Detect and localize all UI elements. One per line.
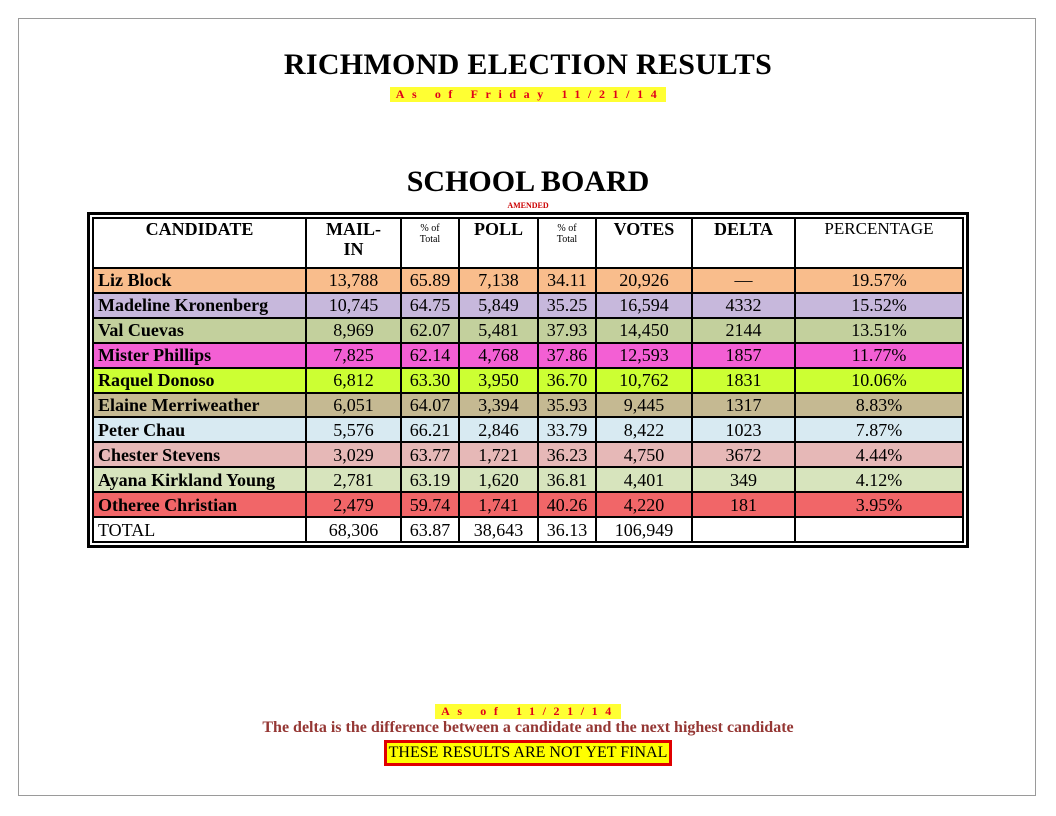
percentage-value: 7.87% [795, 417, 963, 442]
poll-votes: 4,768 [459, 343, 538, 368]
section-title: SCHOOL BOARD [406, 165, 650, 198]
total-votes: 4,220 [596, 492, 692, 517]
col-header-mail-in-line2: IN [343, 239, 364, 259]
header-date-wrap [0, 85, 1056, 103]
poll-votes: 5,481 [459, 318, 538, 343]
delta-value: — [692, 268, 795, 293]
mail-in-votes: 7,825 [306, 343, 401, 368]
table-row [93, 417, 963, 442]
footer-as-of-date: As of 11/21/14 [435, 704, 621, 719]
col-header-poll-pct-line1: % of [557, 223, 577, 234]
col-header-mail-pct-line2: Total [419, 234, 441, 245]
percentage-value: 11.77% [795, 343, 963, 368]
mail-in-percent: 64.07 [401, 393, 459, 418]
poll-percent: 40.26 [538, 492, 596, 517]
candidate-name: Elaine Merriweather [93, 393, 306, 418]
poll-percent: 35.93 [538, 393, 596, 418]
amended-label: AMENDED [507, 201, 549, 210]
total-mail-in-percent: 63.87 [401, 517, 459, 542]
mail-in-votes: 2,781 [306, 467, 401, 492]
total-delta [692, 517, 795, 542]
total-label: TOTAL [93, 517, 306, 542]
mail-in-percent: 65.89 [401, 268, 459, 293]
mail-in-votes: 5,576 [306, 417, 401, 442]
header-as-of-date: As of Friday 11/21/14 [390, 87, 667, 102]
total-votes: 12,593 [596, 343, 692, 368]
mail-in-votes: 13,788 [306, 268, 401, 293]
col-header-poll-pct-line2: Total [556, 234, 578, 245]
candidate-name: Liz Block [93, 268, 306, 293]
candidate-name: Peter Chau [93, 417, 306, 442]
final-notice: THESE RESULTS ARE NOT YET FINAL [384, 740, 673, 766]
table-header-row [93, 218, 963, 268]
mail-in-votes: 3,029 [306, 442, 401, 467]
mail-in-votes: 8,969 [306, 318, 401, 343]
delta-value: 1317 [692, 393, 795, 418]
col-header-mail-in [306, 218, 401, 268]
col-header-poll: POLL [459, 218, 538, 268]
table-row [93, 318, 963, 343]
table-row [93, 293, 963, 318]
poll-votes: 1,741 [459, 492, 538, 517]
poll-percent: 35.25 [538, 293, 596, 318]
poll-percent: 33.79 [538, 417, 596, 442]
total-votes: 4,401 [596, 467, 692, 492]
candidate-name: Otheree Christian [93, 492, 306, 517]
poll-votes: 1,721 [459, 442, 538, 467]
col-header-mail-pct-line1: % of [420, 223, 440, 234]
poll-percent: 36.23 [538, 442, 596, 467]
poll-percent: 36.70 [538, 368, 596, 393]
candidate-name: Madeline Kronenberg [93, 293, 306, 318]
poll-votes: 7,138 [459, 268, 538, 293]
mail-in-percent: 59.74 [401, 492, 459, 517]
total-votes: 16,594 [596, 293, 692, 318]
candidate-name: Raquel Donoso [93, 368, 306, 393]
final-notice-wrap [0, 740, 1056, 766]
footer-date-wrap [0, 702, 1056, 720]
mail-in-votes: 6,051 [306, 393, 401, 418]
percentage-value: 15.52% [795, 293, 963, 318]
total-votes: 14,450 [596, 318, 692, 343]
col-header-mail-pct [401, 218, 459, 268]
col-header-candidate: CANDIDATE [93, 218, 306, 268]
poll-votes: 1,620 [459, 467, 538, 492]
total-votes: 10,762 [596, 368, 692, 393]
percentage-value: 19.57% [795, 268, 963, 293]
mail-in-votes: 6,812 [306, 368, 401, 393]
poll-percent: 37.86 [538, 343, 596, 368]
mail-in-votes: 10,745 [306, 293, 401, 318]
delta-value: 4332 [692, 293, 795, 318]
col-header-poll-pct [538, 218, 596, 268]
candidate-name: Val Cuevas [93, 318, 306, 343]
percentage-value: 4.44% [795, 442, 963, 467]
total-votes: 8,422 [596, 417, 692, 442]
col-header-votes: VOTES [596, 218, 692, 268]
mail-in-percent: 63.30 [401, 368, 459, 393]
table-row [93, 368, 963, 393]
total-poll: 38,643 [459, 517, 538, 542]
total-row [93, 517, 963, 542]
results-table [92, 217, 964, 543]
delta-value: 2144 [692, 318, 795, 343]
table-row [93, 492, 963, 517]
mail-in-percent: 63.19 [401, 467, 459, 492]
mail-in-percent: 64.75 [401, 293, 459, 318]
percentage-value: 13.51% [795, 318, 963, 343]
delta-value: 1023 [692, 417, 795, 442]
delta-value: 349 [692, 467, 795, 492]
total-votes: 9,445 [596, 393, 692, 418]
table-row [93, 343, 963, 368]
table-row [93, 268, 963, 293]
mail-in-percent: 62.14 [401, 343, 459, 368]
poll-percent: 37.93 [538, 318, 596, 343]
poll-percent: 34.11 [538, 268, 596, 293]
total-poll-percent: 36.13 [538, 517, 596, 542]
table-row [93, 442, 963, 467]
total-mail-in: 68,306 [306, 517, 401, 542]
delta-value: 3672 [692, 442, 795, 467]
poll-votes: 5,849 [459, 293, 538, 318]
results-table-frame [87, 212, 969, 548]
candidate-name: Ayana Kirkland Young [93, 467, 306, 492]
total-percentage [795, 517, 963, 542]
page-title: RICHMOND ELECTION RESULTS [283, 48, 773, 81]
percentage-value: 4.12% [795, 467, 963, 492]
total-votes: 20,926 [596, 268, 692, 293]
candidate-name: Mister Phillips [93, 343, 306, 368]
total-votes: 4,750 [596, 442, 692, 467]
table-row [93, 393, 963, 418]
percentage-value: 10.06% [795, 368, 963, 393]
poll-votes: 3,394 [459, 393, 538, 418]
mail-in-percent: 63.77 [401, 442, 459, 467]
percentage-value: 8.83% [795, 393, 963, 418]
delta-value: 1831 [692, 368, 795, 393]
mail-in-votes: 2,479 [306, 492, 401, 517]
poll-votes: 3,950 [459, 368, 538, 393]
col-header-delta: DELTA [692, 218, 795, 268]
poll-percent: 36.81 [538, 467, 596, 492]
poll-votes: 2,846 [459, 417, 538, 442]
candidate-name: Chester Stevens [93, 442, 306, 467]
col-header-mail-in-line1: MAIL- [326, 219, 381, 239]
delta-value: 1857 [692, 343, 795, 368]
mail-in-percent: 62.07 [401, 318, 459, 343]
total-votes-sum: 106,949 [596, 517, 692, 542]
mail-in-percent: 66.21 [401, 417, 459, 442]
delta-explanation: The delta is the difference between a candidate and the next highest candidate [262, 719, 794, 736]
percentage-value: 3.95% [795, 492, 963, 517]
delta-value: 181 [692, 492, 795, 517]
col-header-percentage: PERCENTAGE [795, 218, 963, 268]
table-row [93, 467, 963, 492]
